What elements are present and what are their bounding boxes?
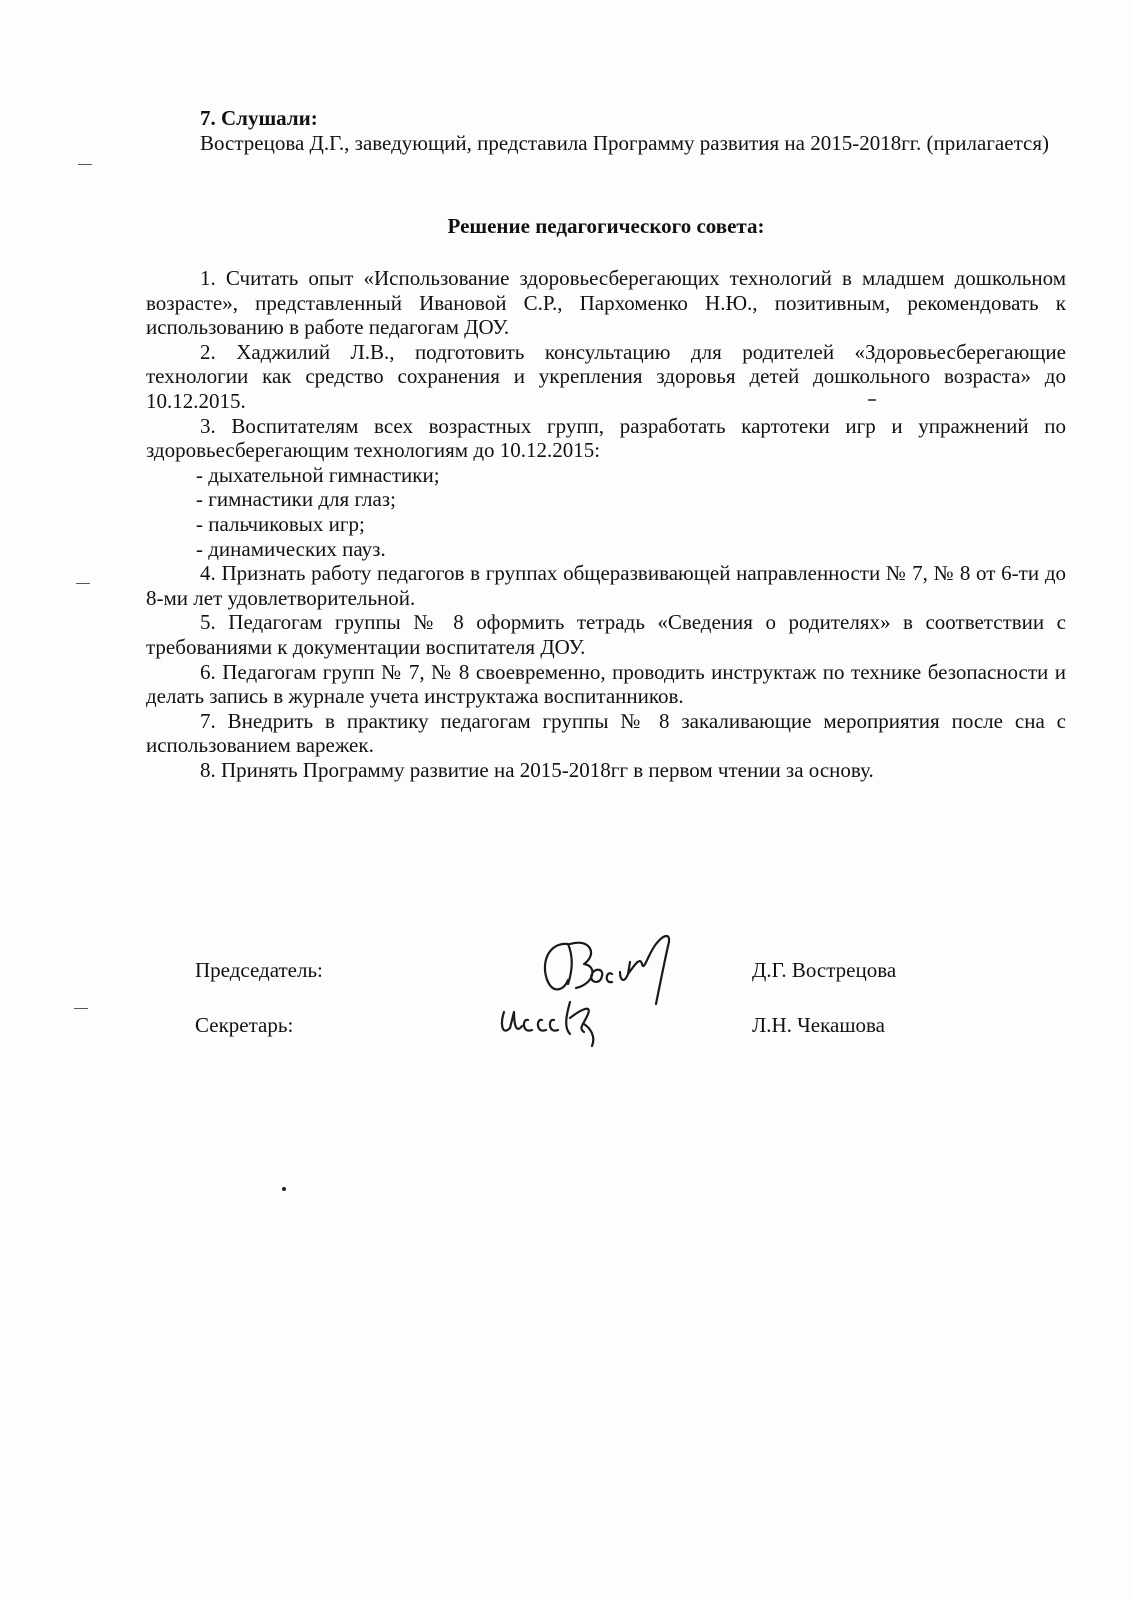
decision-item: 7. Внедрить в практику педагогам группы № 8 закаливающие мероприятия после сна с использованием варежек. [146,708,1066,758]
decision-item: 2. Хаджилий Л.В., подготовить консультацию для родителей «Здоровьесберегающие технологии как средство сохранения и укрепления здоровья детей дошкольного возраста» до 10.12.2015. [146,339,1066,413]
decision-title: Решение педагогического совета: [447,214,765,238]
decision-item: 3. Воспитателям всех возрастных групп, разработать картотеки игр и упражнений по здоровьесберегающим технологиям до 10.12.2015: [146,413,1066,463]
secretary-role: Секретарь: [195,1013,294,1037]
handwritten-signatures [488,924,698,1054]
decision-list [146,266,1066,782]
section-text: Вострецова Д.Г., заведующий, представила Программу развития на 2015-2018гг. (прилагается) [200,130,1049,155]
decision-item: 1. Считать опыт «Использование здоровьесберегающих технологий в младшем дошкольном возрасте», представленный Ивановой С.Р., Пархоменко Н.Ю., позитивным, рекомендовать к использованию в работе педагогам ДОУ. [146,266,1066,340]
section-title: 7. Слушали: [200,106,318,130]
decision-item: 6. Педагогам групп № 7, № 8 своевременно, проводить инструктаж по технике безопасности и делать запись в журнале учета инструктажа воспитанников. [146,659,1066,709]
decision-subitem: - гимнастики для глаз; [196,487,396,512]
scan-margin-mark [76,583,90,584]
scan-dot [282,1187,286,1191]
chair-name: Д.Г. Вострецова [752,958,897,982]
chair-handwritten-signature [545,936,669,1004]
heard-section [146,106,1066,155]
secretary-handwritten-signature [502,1002,593,1046]
scan-margin-mark [74,1008,88,1009]
decision-item: 5. Педагогам группы № 8 оформить тетрадь «Сведения о родителях» в соответствии с требованиями к документации воспитателя ДОУ. [146,610,1066,659]
decision-subitem: - пальчиковых игр; [196,511,365,536]
decision-subitem: - динамических пауз. [196,536,386,561]
decision-item: 4. Признать работу педагогов в группах общеразвивающей направленности № 7, № 8 от 6-ти до 8-ми лет удовлетворительной. [146,561,1066,610]
chair-role: Председатель: [195,958,323,982]
decision-item: 8. Принять Программу развитие на 2015-2018гг в первом чтении за основу. [200,757,874,782]
scan-margin-mark [78,164,92,165]
secretary-name: Л.Н. Чекашова [752,1013,885,1037]
decision-subitem: - дыхательной гимнастики; [196,462,440,487]
